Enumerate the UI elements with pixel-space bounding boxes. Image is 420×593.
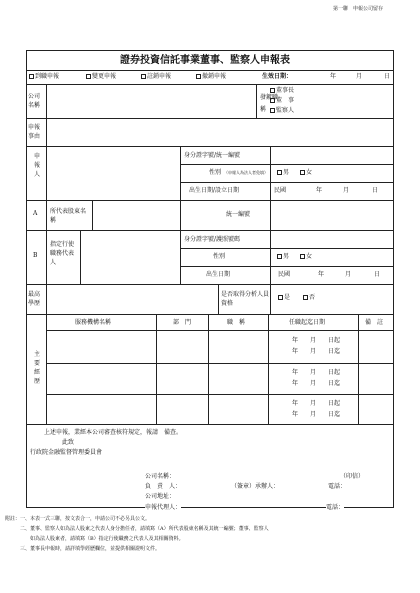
exp-row-3-from: 年 月 日起: [292, 400, 341, 407]
analyst-no[interactable]: 否: [303, 295, 315, 301]
section-a-letter: A: [33, 210, 38, 217]
applicant-male[interactable]: 男: [277, 170, 289, 176]
checkbox[interactable]: [141, 74, 146, 79]
section-b-dob-label: 出生日期: [206, 271, 231, 278]
company-name-label: 公司名稱: [28, 93, 41, 109]
applicant-id-label: 身分證字號/統一編號: [184, 152, 241, 159]
report-type-revoke[interactable]: 撤銷申報: [196, 74, 226, 80]
declaration-line-2: 此致: [62, 439, 75, 446]
report-type-arrival[interactable]: 到職申報: [29, 74, 59, 80]
applicant-dob-label: 出生日期/設立日期: [189, 187, 240, 194]
experience-label: 主要經歷: [33, 351, 40, 385]
position-supervisor[interactable]: 監察人: [270, 108, 294, 114]
form-title: 證券投資信託事業董事、監察人申報表: [120, 55, 290, 66]
section-b-id-label: 身分證字號/護照號碼: [184, 236, 241, 243]
sig-responsible-label: 負 責 人：: [145, 483, 182, 490]
declaration-line-3: 行政院金融監督管理委員會: [30, 449, 103, 456]
section-a-uid-label: 統一編號: [226, 211, 251, 218]
checkbox[interactable]: [86, 74, 91, 79]
exp-row-1-to: 年 月 日迄: [292, 348, 341, 355]
exp-header-dept: 部 門: [173, 319, 192, 326]
note-line-4: 三、董事長申報時，請詳填學經歷欄位，並提供相關證明文件。: [5, 546, 161, 552]
note-line-3: 如為法人股東者，請填寫（B）指定行使職務之代表人及其相關資料。: [5, 536, 184, 542]
effective-date-label: 生效日期：: [262, 73, 293, 80]
position-director[interactable]: 董 事: [270, 98, 294, 104]
applicant-label: 申報人: [33, 153, 40, 178]
sig-stamp-label: （簽章）承辦人：: [231, 483, 280, 490]
exp-header-title: 職 稱: [227, 319, 246, 326]
applicant-gender-note: （申報人為法人者免填）: [224, 170, 268, 175]
section-a-label: 所代表股東名稱: [50, 208, 87, 224]
applicant-gender-label: 性別: [209, 169, 222, 176]
position-chairman[interactable]: 董事長: [270, 88, 294, 94]
sig-address-label: 公司地址：: [145, 493, 176, 500]
sig-agent-label: 申報代理人：: [145, 504, 182, 511]
note-line-1: 附註：一、本表一式三聯，按文表合一，申請公司不必另具公文。: [5, 516, 151, 522]
exp-header-org: 服務機構名稱: [75, 319, 112, 326]
section-b-male[interactable]: 男: [277, 254, 289, 260]
report-type-cancel[interactable]: 註銷申報: [141, 74, 171, 80]
analyst-yes[interactable]: 是: [278, 295, 290, 301]
exp-header-period: 任職起迄日期: [289, 319, 326, 326]
position-label: 發鍍職稱: [260, 94, 279, 113]
sig-company-label: 公司名稱：: [145, 473, 176, 480]
section-b-label: 指定行使職務代表人: [50, 241, 75, 266]
reason-label: 申報事由: [28, 124, 41, 140]
checkbox[interactable]: [29, 74, 34, 79]
section-b-letter: B: [33, 252, 38, 259]
section-b-gender-label: 性別: [213, 253, 226, 260]
exp-header-note: 備 註: [365, 319, 384, 326]
note-line-2: 二、董事、監察人如為法人股東之代表人身分擔任者，請填寫（A）所代表股東名稱及其統一編號；董事、監察人: [5, 526, 269, 532]
declaration-line-1: 上述申報，業經本公司審查核符規定，報請 備查。: [44, 429, 183, 436]
checkbox[interactable]: [196, 74, 201, 79]
exp-row-2-to: 年 月 日迄: [292, 380, 341, 387]
sig-seal-label: （印信）: [340, 473, 365, 480]
exp-row-3-to: 年 月 日迄: [292, 411, 341, 418]
report-type-change[interactable]: 變更申報: [86, 74, 116, 80]
sig-phone-label: 電話：: [328, 483, 347, 490]
copy-label: 第一聯 申報公司留存: [333, 6, 384, 12]
section-b-female[interactable]: 女: [300, 254, 312, 260]
applicant-female[interactable]: 女: [300, 170, 312, 176]
exp-row-2-from: 年 月 日起: [292, 369, 341, 376]
exp-row-1-from: 年 月 日起: [292, 337, 341, 344]
education-label: 最高學歷: [28, 291, 41, 307]
sig-agent-phone-label: 電話：: [326, 504, 345, 511]
analyst-label: 是否取得分析人員資格: [221, 291, 270, 307]
